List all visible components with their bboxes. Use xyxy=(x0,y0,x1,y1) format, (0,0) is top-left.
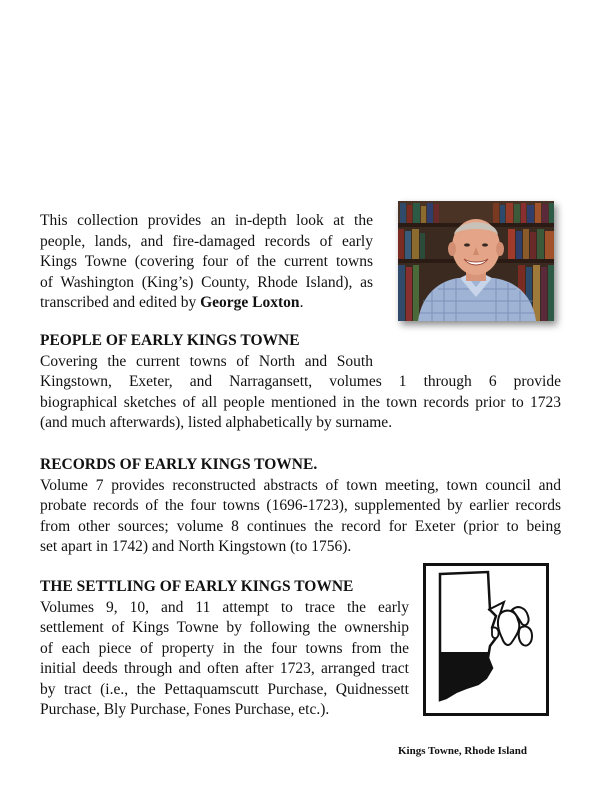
small-island xyxy=(492,627,499,638)
rhode-island-map xyxy=(423,563,549,716)
intro-last-suffix: . xyxy=(299,294,304,311)
section-line: Covering the current towns of North and South xyxy=(40,352,373,370)
intro-paragraph xyxy=(40,211,373,314)
intro-line: Kings Towne (covering four of the current towns xyxy=(40,253,373,270)
section-line: initial deeds through and often after 1723, arranged tract xyxy=(40,660,409,677)
section-heading: PEOPLE OF EARLY KINGS TOWNE xyxy=(40,332,300,349)
section-line: biographical sketches of all people mentioned in the town records prior to 1723 xyxy=(40,393,561,411)
intro-line: people, lands, and fire-damaged records of early xyxy=(40,232,373,250)
sakonnet-area xyxy=(519,626,532,645)
section-records xyxy=(40,455,561,558)
section-people xyxy=(40,331,561,434)
section-line: (and much afterwards), listed alphabetically by surname. xyxy=(40,414,393,431)
section-line: of each piece of property in the four towns from the xyxy=(40,639,409,657)
section-line: set apart in 1742) and North Kingstown (to 1756). xyxy=(40,538,352,555)
map-caption: Kings Towne, Rhode Island xyxy=(398,745,527,757)
section-line: from other sources; volume 8 continues the record for Exeter (prior to being xyxy=(40,517,561,535)
section-line: probate records of the four towns (1696-1723), supplemented by earlier records xyxy=(40,497,561,514)
section-line: settlement of Kings Towne by following the ownership xyxy=(40,619,409,636)
intro-last-prefix: transcribed and edited by xyxy=(40,294,201,311)
author-photo xyxy=(398,201,554,321)
intro-line: of Washington (King’s) County, Rhode Island), as xyxy=(40,273,373,291)
section-line: Kingstown, Exeter, and Narragansett, volumes 1 through 6 provide xyxy=(40,373,561,390)
washington-county-shape xyxy=(440,652,492,700)
section-line: Purchase, Bly Purchase, Fones Purchase, etc.). xyxy=(40,701,330,718)
section-line: Volume 7 provides reconstructed abstracts of town meeting, town council and xyxy=(40,476,561,494)
section-heading: RECORDS OF EARLY KINGS TOWNE. xyxy=(40,456,318,473)
intro-line xyxy=(40,293,373,314)
intro-line: This collection provides an in-depth look at the xyxy=(40,212,373,229)
section-line: by tract (i.e., the Pettaquamscutt Purchase, Quidnessett xyxy=(40,680,409,698)
section-settling xyxy=(40,577,409,721)
section-heading: THE SETTLING OF EARLY KINGS TOWNE xyxy=(40,578,354,595)
author-name: George Loxton xyxy=(200,294,300,311)
section-line: Volumes 9, 10, and 11 attempt to trace the early xyxy=(40,598,409,616)
